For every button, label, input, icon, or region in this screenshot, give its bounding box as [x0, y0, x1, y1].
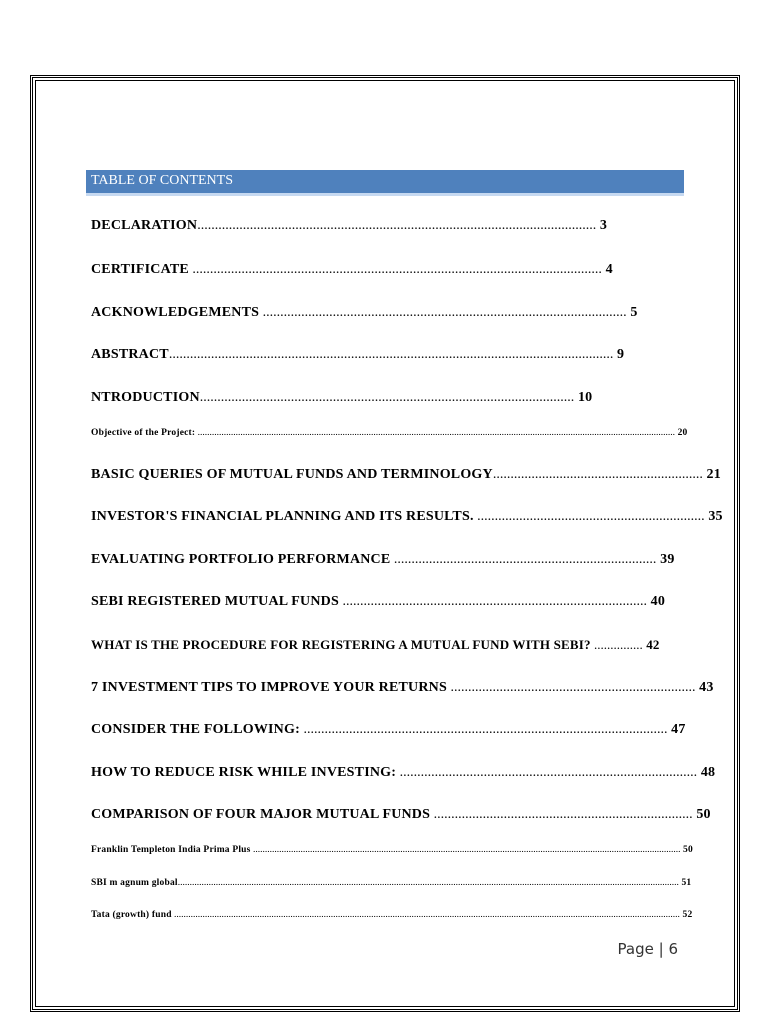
- toc-heading: TABLE OF CONTENTS: [86, 170, 684, 196]
- toc-leader-dots: .........................................................................................................................................................................................................: [195, 428, 676, 438]
- toc-entry-page: 10: [577, 390, 593, 405]
- toc-entry-page: 42: [646, 637, 660, 652]
- toc-entry-page: 9: [617, 347, 625, 362]
- toc-entry-title: NTRODUCTION: [91, 390, 200, 405]
- toc-entry-portfolio-performance[interactable]: [91, 550, 716, 570]
- toc-entry-title: DECLARATION: [91, 218, 198, 233]
- toc-entry-page: 50: [696, 807, 711, 822]
- toc-leader-dots: ...........................................................................: [390, 552, 657, 567]
- toc-leader-dots: ..................................................................................................................: [197, 218, 597, 233]
- toc-entry-page: 48: [700, 765, 716, 780]
- toc-entry-title: 7 INVESTMENT TIPS TO IMPROVE YOUR RETURNS: [91, 680, 447, 695]
- toc-entry-consider[interactable]: [91, 720, 709, 740]
- toc-entry-page: 3: [599, 218, 608, 233]
- page-number-footer: Page | 6: [617, 940, 678, 958]
- toc-entry-page: 50: [683, 845, 693, 855]
- toc-entry-certificate[interactable]: [91, 260, 659, 280]
- toc-leader-dots: ...........................................................................................................: [199, 390, 575, 405]
- toc-entry-investment-tips[interactable]: [91, 678, 716, 698]
- toc-entry-financial-planning[interactable]: [91, 507, 723, 527]
- toc-leader-dots: ...................................................................................................................................................................................................................: [177, 878, 679, 888]
- toc-entry-page: 4: [605, 262, 613, 277]
- toc-leader-dots: .....................................................................................................................: [188, 262, 602, 277]
- toc-entry-title: Tata (growth) fund: [91, 910, 172, 920]
- toc-entry-title: HOW TO REDUCE RISK WHILE INVESTING:: [91, 765, 397, 780]
- toc-entry-sbi-magnum[interactable]: [91, 876, 695, 890]
- toc-leader-dots: ............................................................: [492, 467, 703, 482]
- toc-entry-page: 40: [650, 594, 666, 609]
- toc-entry-introduction[interactable]: [91, 388, 691, 408]
- toc-leader-dots: ..........................................................................: [430, 807, 693, 822]
- toc-entry-page: 21: [706, 467, 721, 482]
- toc-entry-basic-queries[interactable]: [91, 465, 723, 485]
- toc-entry-page: 51: [681, 878, 692, 888]
- toc-entry-title: EVALUATING PORTFOLIO PERFORMANCE: [91, 552, 391, 567]
- toc-entry-title: CONSIDER THE FOLLOWING:: [91, 722, 300, 737]
- toc-leader-dots: .................................................................: [473, 509, 705, 524]
- toc-entry-title: COMPARISON OF FOUR MAJOR MUTUAL FUNDS: [91, 807, 431, 822]
- toc-entry-sebi-registered[interactable]: [91, 592, 709, 612]
- toc-entry-declaration[interactable]: [91, 216, 695, 236]
- toc-entry-title: CERTIFICATE: [91, 262, 189, 277]
- toc-entry-page: 35: [708, 509, 723, 524]
- toc-leader-dots: ......................................................................: [446, 680, 696, 695]
- toc-entry-objective[interactable]: [91, 426, 689, 440]
- toc-leader-dots: .....................................................................................: [396, 765, 698, 780]
- toc-entry-title: INVESTOR'S FINANCIAL PLANNING AND ITS RESULTS.: [91, 509, 474, 524]
- toc-entry-page: 43: [699, 680, 714, 695]
- toc-entry-title: SEBI REGISTERED MUTUAL FUNDS: [91, 594, 339, 609]
- toc-entry-title: BASIC QUERIES OF MUTUAL FUNDS AND TERMINOLOGY: [91, 467, 493, 482]
- toc-entry-abstract[interactable]: [91, 345, 653, 365]
- toc-entry-title: WHAT IS THE PROCEDURE FOR REGISTERING A MUTUAL FUND WITH SEBI?: [91, 637, 591, 652]
- toc-entry-reduce-risk[interactable]: [91, 763, 717, 783]
- toc-leader-dots: ........................................................................................................: [259, 305, 627, 320]
- toc-entry-page: 47: [671, 722, 686, 737]
- toc-leader-dots: ...............: [590, 637, 643, 652]
- toc-entry-franklin[interactable]: [91, 843, 695, 857]
- toc-leader-dots: .......................................................................................: [338, 594, 647, 609]
- toc-entry-sebi-procedure[interactable]: [91, 635, 695, 655]
- toc-leader-dots: .....................................................................................................................................................................................................................: [171, 910, 680, 920]
- toc-leader-dots: ...............................................................................................................................: [168, 347, 614, 362]
- toc-entry-acknowledgements[interactable]: [91, 303, 664, 323]
- toc-entry-page: 39: [660, 552, 675, 567]
- toc-entry-title: SBI m agnum global: [91, 878, 178, 888]
- toc-entry-page: 52: [682, 910, 693, 920]
- toc-entry-title: Franklin Templeton India Prima Plus: [91, 845, 251, 855]
- toc-entry-title: ACKNOWLEDGEMENTS: [91, 305, 260, 320]
- toc-entry-page: 5: [630, 305, 638, 320]
- toc-entry-tata[interactable]: [91, 908, 695, 922]
- toc-entry-comparison[interactable]: [91, 805, 723, 825]
- toc-leader-dots: ....................................................................................................................................................................................: [250, 845, 681, 855]
- toc-leader-dots: ........................................................................................................: [299, 722, 668, 737]
- toc-entry-page: 20: [677, 428, 688, 438]
- toc-entry-title: ABSTRACT: [91, 347, 169, 362]
- toc-entry-title: Objective of the Project:: [91, 428, 196, 438]
